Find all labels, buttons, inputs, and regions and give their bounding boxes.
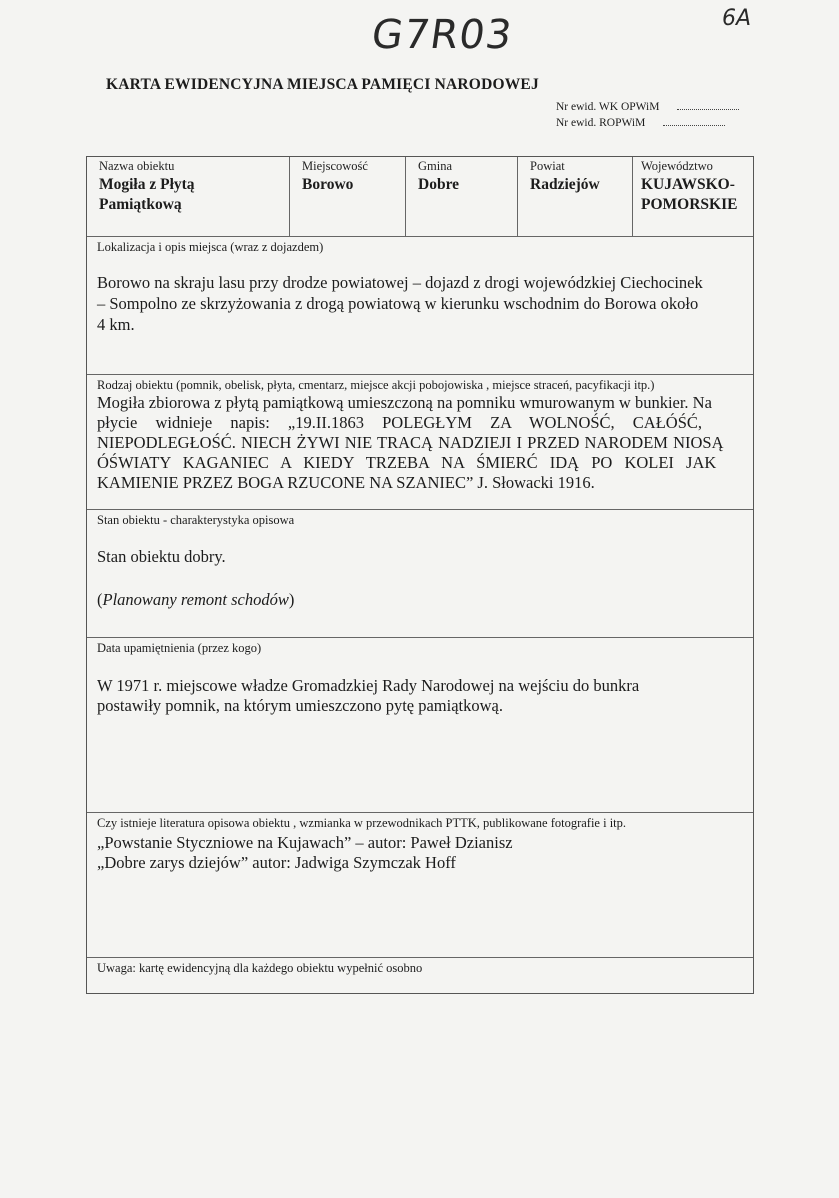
- commemoration-label: Data upamiętnienia (przez kogo): [97, 641, 262, 655]
- nazwa-value-line2: Pamiątkową: [99, 196, 182, 213]
- location-line-3: 4 km.: [97, 315, 135, 334]
- registry-number-wk: [556, 100, 739, 113]
- object-type-line-2: płycie widnieje napis: „19.II.1863 POLEGŁYM ZA WOLNOŚĆ, CAŁÓŚĆ,: [97, 413, 703, 432]
- registration-form: [86, 156, 754, 994]
- powiat-value: Radziejów: [530, 176, 600, 193]
- nazwa-cell: [87, 157, 290, 236]
- nazwa-label: Nazwa obiektu: [99, 159, 175, 173]
- miejscowosc-cell: [290, 157, 406, 236]
- literature-line-1: „Powstanie Styczniowe na Kujawach” – autor: Paweł Dzianisz: [97, 833, 513, 852]
- nazwa-value-line1: Mogiła z Płytą: [99, 176, 195, 193]
- condition-section: [87, 510, 753, 638]
- registry-number-wk-label: Nr ewid. WK OPWiM: [556, 101, 660, 113]
- condition-label: Stan obiektu - charakterystyka opisowa: [97, 513, 295, 527]
- literature-label: Czy istnieje literatura opisowa obiektu , wzmianka w przewodnikach PTTK, publikowane fotografie i itp.: [97, 816, 627, 830]
- object-type-label: Rodzaj obiektu (pomnik, obelisk, płyta, cmentarz, miejsce akcji pobojowiska , miejsce straceń, pacyfikacji itp.): [97, 378, 655, 392]
- wojewodztwo-value-line2: POMORSKIE: [641, 196, 738, 213]
- condition-line-1: Stan obiektu dobry.: [97, 547, 226, 566]
- registry-number-wk-blank: [677, 100, 739, 110]
- commemoration-line-1: W 1971 r. miejscowe władze Gromadzkiej Rady Narodowej na wejściu do bunkra: [97, 676, 640, 695]
- wojewodztwo-label: Województwo: [641, 159, 713, 173]
- wojewodztwo-cell: [633, 157, 753, 236]
- note-label: Uwaga: kartę ewidencyjną dla każdego obiektu wypełnić osobno: [97, 961, 423, 975]
- object-fields-row: [87, 157, 753, 237]
- gmina-value: Dobre: [418, 176, 460, 193]
- location-line-1: Borowo na skraju lasu przy drodze powiatowej – dojazd z drogi wojewódzkiej Ciechocinek: [97, 273, 703, 292]
- gmina-cell: [406, 157, 518, 236]
- location-section: [87, 237, 753, 375]
- location-line-2: – Sompolno ze skrzyżowania z drogą powiatową w kierunku wschodnim do Borowa około: [97, 294, 699, 313]
- condition-line-2-close: ): [288, 590, 295, 609]
- registry-number-rop: [556, 116, 725, 129]
- condition-line-2: [97, 590, 294, 610]
- registry-number-rop-label: Nr ewid. ROPWiM: [556, 117, 646, 129]
- gmina-label: Gmina: [418, 159, 453, 173]
- object-type-line-5: KAMIENIE PRZEZ BOGA RZUCONE NA SZANIEC” J. Słowacki 1916.: [97, 473, 595, 492]
- condition-line-2-open: (: [97, 590, 103, 609]
- handwritten-corner-mark: 6A: [722, 6, 752, 31]
- literature-section: [87, 813, 753, 958]
- object-type-line-4: ÓŚWIATY KAGANIEC A KIEDY TRZEBA NA ŚMIERĆ IDĄ PO KOLEI JAK: [97, 453, 717, 472]
- powiat-label: Powiat: [530, 159, 565, 173]
- commemoration-line-2: postawiły pomnik, na którym umieszczono pytę pamiątkową.: [97, 696, 503, 715]
- commemoration-section: [87, 638, 753, 813]
- location-label: Lokalizacja i opis miejsca (wraz z dojazdem): [97, 240, 324, 254]
- miejscowosc-label: Miejscowość: [302, 159, 368, 173]
- object-type-section: [87, 375, 753, 510]
- note-section: [87, 958, 753, 994]
- miejscowosc-value: Borowo: [302, 176, 354, 193]
- object-type-line-3: NIEPODLEGŁOŚĆ. NIECH ŻYWI NIE TRACĄ NADZIEJI I PRZED NARODEM NIOSĄ: [97, 433, 724, 452]
- object-type-line-1: Mogiła zbiorowa z płytą pamiątkową umieszczoną na pomniku wmurowanym w bunkier. Na: [97, 393, 712, 412]
- document-title: KARTA EWIDENCYJNA MIEJSCA PAMIĘCI NARODOWEJ: [106, 76, 539, 93]
- handwritten-reference-mark: G7R03: [368, 12, 516, 58]
- powiat-cell: [518, 157, 633, 236]
- condition-line-2-italic: Planowany remont schodów: [102, 590, 289, 609]
- wojewodztwo-value-line1: KUJAWSKO-: [641, 176, 735, 193]
- literature-line-2: „Dobre zarys dziejów” autor: Jadwiga Szymczak Hoff: [97, 853, 456, 872]
- registry-number-rop-blank: [663, 116, 725, 126]
